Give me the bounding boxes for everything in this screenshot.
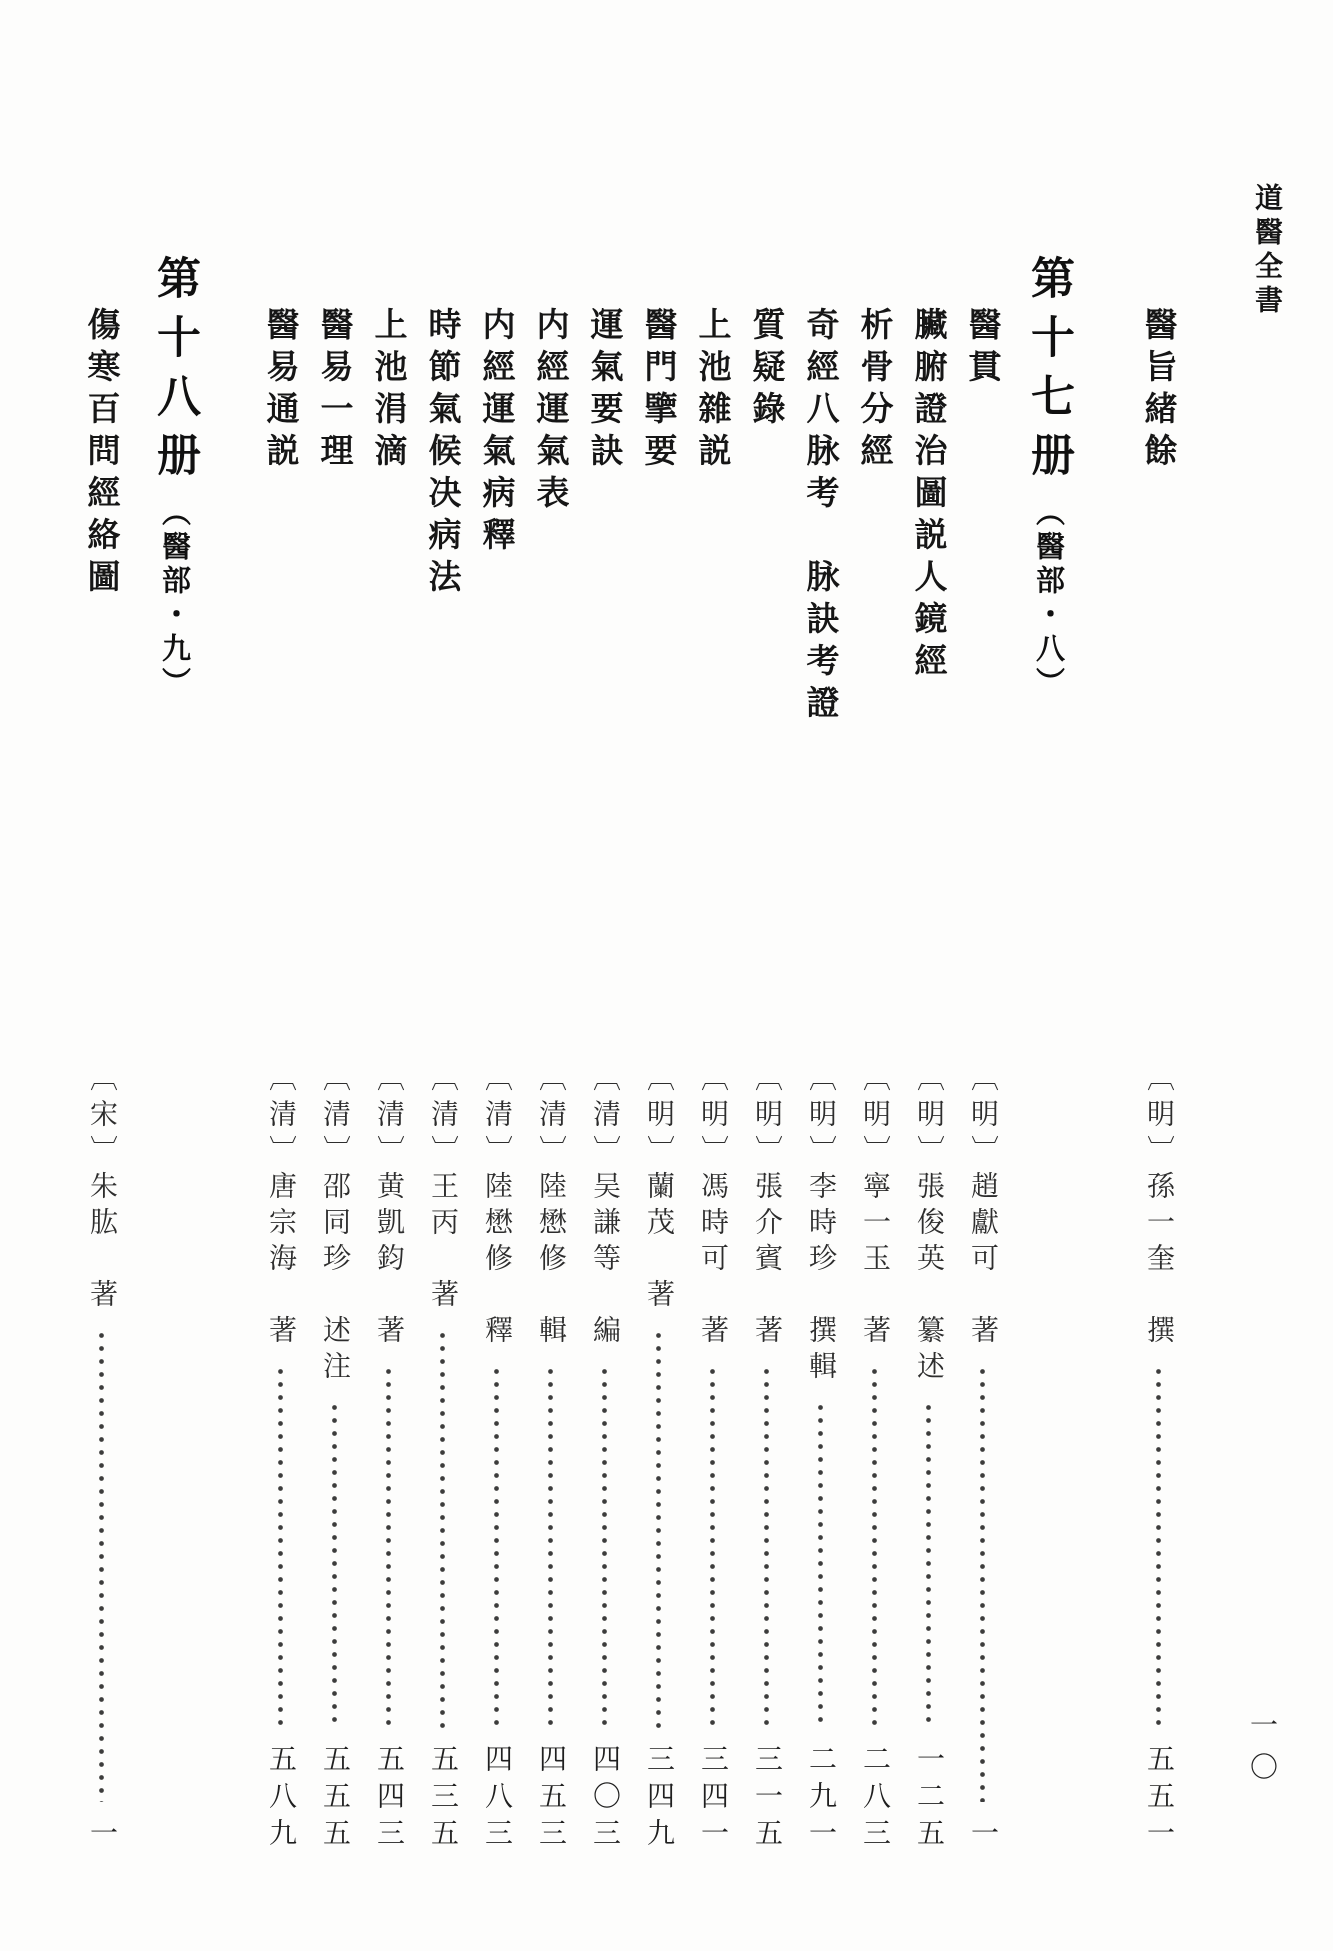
toc-entry <box>419 307 465 1855</box>
book-author: 〔明〕寧一玉 著 <box>859 1063 890 1351</box>
book-title-slot <box>905 307 952 1063</box>
book-author: 〔清〕吴謙等 編 <box>589 1063 620 1351</box>
dot-leader <box>602 1365 607 1728</box>
book-title-slot <box>797 307 844 1063</box>
running-head-book-title: 道醫全書 <box>1251 183 1282 319</box>
toc-entry <box>743 307 789 1855</box>
book-title-slot <box>1135 307 1182 1063</box>
book-title: 醫門擥要 <box>639 307 676 475</box>
dot-leader <box>494 1365 499 1728</box>
book-title: 上池雜説 <box>693 307 730 475</box>
toc-entry <box>797 307 843 1855</box>
book-title: 奇經八脉考 脉訣考證 <box>801 307 838 727</box>
book-title-slot <box>365 307 412 1063</box>
book-page-number: 四〇三 <box>589 1744 620 1855</box>
book-page-number: 三四一 <box>697 1744 728 1855</box>
book-page-number: 三四九 <box>643 1744 674 1855</box>
toc-entry <box>689 307 735 1855</box>
dot-leader <box>872 1365 877 1728</box>
book-title: 析骨分經 <box>855 307 892 475</box>
book-title-slot <box>311 307 358 1063</box>
book-author: 〔明〕李時珍 撰輯 <box>805 1063 836 1387</box>
book-author: 〔明〕馮時可 著 <box>697 1063 728 1351</box>
book-title: 時節氣候决病法 <box>423 307 460 601</box>
book-title: 内經運氣病釋 <box>477 307 514 559</box>
section-header <box>1016 255 1080 701</box>
book-page-number: 四八三 <box>481 1744 512 1855</box>
dot-leader <box>818 1401 823 1728</box>
book-title-slot <box>78 307 125 1063</box>
book-author: 〔清〕唐宗海 著 <box>265 1063 296 1351</box>
book-page-number: 一二五 <box>913 1744 944 1855</box>
toc-entry <box>365 307 411 1855</box>
book-title-slot <box>419 307 466 1063</box>
book-page-number: 一 <box>967 1818 998 1855</box>
book-author: 〔明〕孫一奎 撰 <box>1143 1063 1174 1351</box>
book-page-number: 五八九 <box>265 1744 296 1855</box>
book-title: 臟腑證治圖説人鏡經 <box>909 307 946 685</box>
book-page-number: 二九一 <box>805 1744 836 1855</box>
dot-leader <box>926 1401 931 1728</box>
book-author: 〔清〕陸懋修 輯 <box>535 1063 566 1351</box>
book-page-number: 二八三 <box>859 1744 890 1855</box>
book-author: 〔清〕王丙 著 <box>427 1063 458 1315</box>
book-author: 〔清〕邵同珍 述注 <box>319 1063 350 1387</box>
toc-entry <box>905 307 951 1855</box>
book-title: 醫旨緒餘 <box>1139 307 1176 475</box>
dot-leader <box>548 1365 553 1728</box>
book-page-number: 五五五 <box>319 1744 350 1855</box>
section-header-part: （醫部・八） <box>1032 497 1064 701</box>
book-title: 上池涓滴 <box>369 307 406 475</box>
dot-leader <box>99 1329 104 1802</box>
toc-entry <box>257 307 303 1855</box>
toc-entry <box>527 307 573 1855</box>
book-title: 醫貫 <box>963 307 1000 391</box>
dot-leader <box>278 1365 283 1728</box>
dot-leader <box>1156 1365 1161 1728</box>
dot-leader <box>386 1365 391 1728</box>
book-author: 〔明〕蘭茂 著 <box>643 1063 674 1315</box>
book-title-slot <box>689 307 736 1063</box>
book-page-number: 三一五 <box>751 1744 782 1855</box>
book-title: 傷寒百問經絡圖 <box>82 307 119 601</box>
book-title-slot <box>743 307 790 1063</box>
section-header-volume: 第十八册 <box>150 255 199 491</box>
toc-entry <box>1135 307 1181 1855</box>
book-title: 内經運氣表 <box>531 307 568 517</box>
book-author: 〔宋〕朱肱 著 <box>86 1063 117 1315</box>
dot-leader <box>764 1365 769 1728</box>
book-title: 醫易一理 <box>315 307 352 475</box>
book-title-slot <box>959 307 1006 1063</box>
toc-entry <box>635 307 681 1855</box>
section-header-part: （醫部・九） <box>158 497 190 701</box>
dot-leader <box>440 1329 445 1728</box>
folio-page-number: 一〇 <box>1246 1710 1277 1794</box>
toc-entry <box>851 307 897 1855</box>
book-title: 質疑錄 <box>747 307 784 433</box>
book-author: 〔清〕陸懋修 釋 <box>481 1063 512 1351</box>
book-page-number: 五五一 <box>1143 1744 1174 1855</box>
toc-entry <box>581 307 627 1855</box>
toc-entry <box>78 307 124 1855</box>
book-title-slot <box>257 307 304 1063</box>
book-page-number: 五三五 <box>427 1744 458 1855</box>
book-author: 〔清〕黄凱鈞 著 <box>373 1063 404 1351</box>
toc-entry <box>473 307 519 1855</box>
book-title: 運氣要訣 <box>585 307 622 475</box>
book-page-number: 四五三 <box>535 1744 566 1855</box>
book-title: 醫易通説 <box>261 307 298 475</box>
book-title-slot <box>851 307 898 1063</box>
book-page-number: 五四三 <box>373 1744 404 1855</box>
toc-entry <box>959 307 1005 1855</box>
book-title-slot <box>527 307 574 1063</box>
book-author: 〔明〕張俊英 纂述 <box>913 1063 944 1387</box>
book-author: 〔明〕趙獻可 著 <box>967 1063 998 1351</box>
book-title-slot <box>581 307 628 1063</box>
dot-leader <box>710 1365 715 1728</box>
book-author: 〔明〕張介賓 著 <box>751 1063 782 1351</box>
dot-leader <box>656 1329 661 1728</box>
section-header-volume: 第十七册 <box>1024 255 1073 491</box>
dot-leader <box>332 1401 337 1728</box>
book-title-slot <box>635 307 682 1063</box>
section-header <box>142 255 206 701</box>
book-page-number: 一 <box>86 1818 117 1855</box>
dot-leader <box>980 1365 985 1802</box>
book-title-slot <box>473 307 520 1063</box>
toc-entry <box>311 307 357 1855</box>
